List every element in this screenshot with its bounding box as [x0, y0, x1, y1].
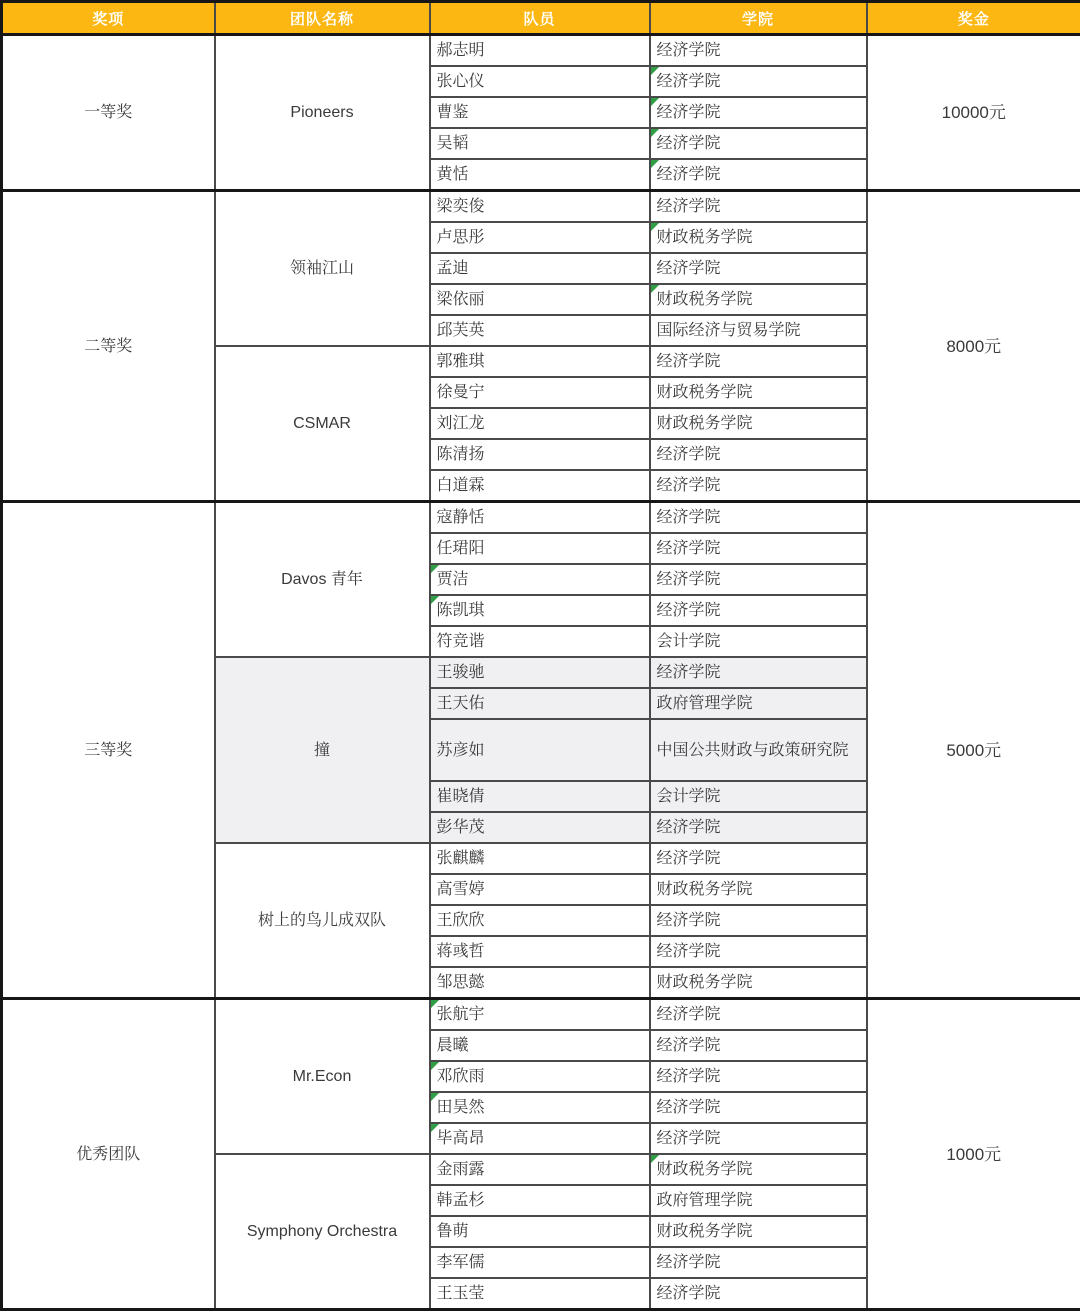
- member-row: [2, 502, 1080, 534]
- award-cell: 优秀团队: [2, 999, 215, 1310]
- member-cell: 张麒麟: [430, 843, 650, 874]
- college-cell: 经济学院: [650, 439, 867, 470]
- member-cell: 符竞谐: [430, 626, 650, 657]
- college-cell: 经济学院: [650, 66, 867, 97]
- college-cell: 经济学院: [650, 999, 867, 1031]
- member-cell: 陈凯琪: [430, 595, 650, 626]
- member-cell: 寇静恬: [430, 502, 650, 534]
- college-cell: 财政税务学院: [650, 1154, 867, 1185]
- college-cell: 政府管理学院: [650, 1185, 867, 1216]
- college-cell: 会计学院: [650, 626, 867, 657]
- member-cell: 田昊然: [430, 1092, 650, 1123]
- error-flag-icon: [651, 1155, 659, 1163]
- award-cell: 二等奖: [2, 191, 215, 502]
- member-cell: 卢思彤: [430, 222, 650, 253]
- college-cell: 财政税务学院: [650, 284, 867, 315]
- prize-cell: 5000元: [867, 502, 1080, 999]
- column-header: 团队名称: [215, 2, 430, 35]
- member-cell: 白道霖: [430, 470, 650, 502]
- college-cell: 经济学院: [650, 1061, 867, 1092]
- header-row: [2, 2, 1080, 35]
- member-cell: 曹鉴: [430, 97, 650, 128]
- team-cell: CSMAR: [215, 346, 430, 502]
- college-cell: 经济学院: [650, 128, 867, 159]
- column-header: 队员: [430, 2, 650, 35]
- college-cell: 财政税务学院: [650, 222, 867, 253]
- member-cell: 晨曦: [430, 1030, 650, 1061]
- college-cell: 经济学院: [650, 97, 867, 128]
- member-cell: 陈清扬: [430, 439, 650, 470]
- member-cell: 苏彦如: [430, 719, 650, 781]
- member-cell: 蒋彧哲: [430, 936, 650, 967]
- college-cell: 经济学院: [650, 905, 867, 936]
- error-flag-icon: [431, 1093, 439, 1101]
- column-header: 奖项: [2, 2, 215, 35]
- team-cell: Symphony Orchestra: [215, 1154, 430, 1310]
- college-cell: 经济学院: [650, 936, 867, 967]
- member-cell: 毕高昂: [430, 1123, 650, 1154]
- member-cell: 郭雅琪: [430, 346, 650, 377]
- team-cell: 树上的鸟儿成双队: [215, 843, 430, 999]
- college-cell: 财政税务学院: [650, 408, 867, 439]
- college-cell: 经济学院: [650, 564, 867, 595]
- college-cell: 经济学院: [650, 35, 867, 67]
- error-flag-icon: [431, 1124, 439, 1132]
- college-cell: 政府管理学院: [650, 688, 867, 719]
- member-cell: 金雨露: [430, 1154, 650, 1185]
- award-cell: 一等奖: [2, 35, 215, 191]
- error-flag-icon: [651, 285, 659, 293]
- member-cell: 黄恬: [430, 159, 650, 191]
- member-cell: 李军儒: [430, 1247, 650, 1278]
- member-cell: 任珺阳: [430, 533, 650, 564]
- member-cell: 王玉莹: [430, 1278, 650, 1310]
- member-cell: 贾洁: [430, 564, 650, 595]
- college-cell: 经济学院: [650, 1278, 867, 1310]
- college-cell: 经济学院: [650, 1092, 867, 1123]
- college-cell: 经济学院: [650, 502, 867, 534]
- college-cell: 经济学院: [650, 1030, 867, 1061]
- member-row: [2, 35, 1080, 67]
- error-flag-icon: [651, 98, 659, 106]
- member-cell: 邹思懿: [430, 967, 650, 999]
- member-cell: 张航宇: [430, 999, 650, 1031]
- college-cell: 经济学院: [650, 595, 867, 626]
- prize-cell: 1000元: [867, 999, 1080, 1310]
- column-header: 学院: [650, 2, 867, 35]
- member-cell: 韩孟杉: [430, 1185, 650, 1216]
- college-cell: 国际经济与贸易学院: [650, 315, 867, 346]
- error-flag-icon: [651, 160, 659, 168]
- team-cell: Davos 青年: [215, 502, 430, 658]
- college-cell: 财政税务学院: [650, 874, 867, 905]
- prize-cell: 8000元: [867, 191, 1080, 502]
- college-cell: 会计学院: [650, 781, 867, 812]
- member-cell: 王骏驰: [430, 657, 650, 688]
- member-cell: 张心仪: [430, 66, 650, 97]
- error-flag-icon: [431, 596, 439, 604]
- team-cell: 领袖江山: [215, 191, 430, 347]
- member-cell: 邓欣雨: [430, 1061, 650, 1092]
- member-cell: 刘江龙: [430, 408, 650, 439]
- team-cell: 撞: [215, 657, 430, 843]
- college-cell: 经济学院: [650, 159, 867, 191]
- member-cell: 鲁萌: [430, 1216, 650, 1247]
- member-cell: 崔晓倩: [430, 781, 650, 812]
- member-cell: 吴韬: [430, 128, 650, 159]
- column-header: 奖金: [867, 2, 1080, 35]
- prize-cell: 10000元: [867, 35, 1080, 191]
- member-cell: 孟迪: [430, 253, 650, 284]
- member-cell: 梁奕俊: [430, 191, 650, 223]
- college-cell: 经济学院: [650, 1123, 867, 1154]
- error-flag-icon: [431, 565, 439, 573]
- member-cell: 郝志明: [430, 35, 650, 67]
- college-cell: 财政税务学院: [650, 967, 867, 999]
- team-cell: Mr.Econ: [215, 999, 430, 1155]
- college-cell: 财政税务学院: [650, 377, 867, 408]
- college-cell: 中国公共财政与政策研究院: [650, 719, 867, 781]
- college-cell: 经济学院: [650, 657, 867, 688]
- college-cell: 经济学院: [650, 843, 867, 874]
- member-row: [2, 999, 1080, 1031]
- college-cell: 经济学院: [650, 470, 867, 502]
- member-cell: 梁依丽: [430, 284, 650, 315]
- awards-table-body: [2, 35, 1080, 1310]
- college-cell: 财政税务学院: [650, 1216, 867, 1247]
- error-flag-icon: [431, 1000, 439, 1008]
- member-row: [2, 191, 1080, 223]
- member-cell: 邱芙英: [430, 315, 650, 346]
- error-flag-icon: [651, 223, 659, 231]
- college-cell: 经济学院: [650, 1247, 867, 1278]
- member-cell: 徐曼宁: [430, 377, 650, 408]
- member-cell: 高雪婷: [430, 874, 650, 905]
- college-cell: 经济学院: [650, 191, 867, 223]
- error-flag-icon: [431, 1062, 439, 1070]
- college-cell: 经济学院: [650, 253, 867, 284]
- member-cell: 彭华茂: [430, 812, 650, 843]
- error-flag-icon: [651, 67, 659, 75]
- college-cell: 经济学院: [650, 346, 867, 377]
- awards-table-header: [2, 2, 1080, 35]
- member-cell: 王欣欣: [430, 905, 650, 936]
- member-cell: 王天佑: [430, 688, 650, 719]
- error-flag-icon: [651, 129, 659, 137]
- award-cell: 三等奖: [2, 502, 215, 999]
- college-cell: 经济学院: [650, 812, 867, 843]
- college-cell: 经济学院: [650, 533, 867, 564]
- team-cell: Pioneers: [215, 35, 430, 191]
